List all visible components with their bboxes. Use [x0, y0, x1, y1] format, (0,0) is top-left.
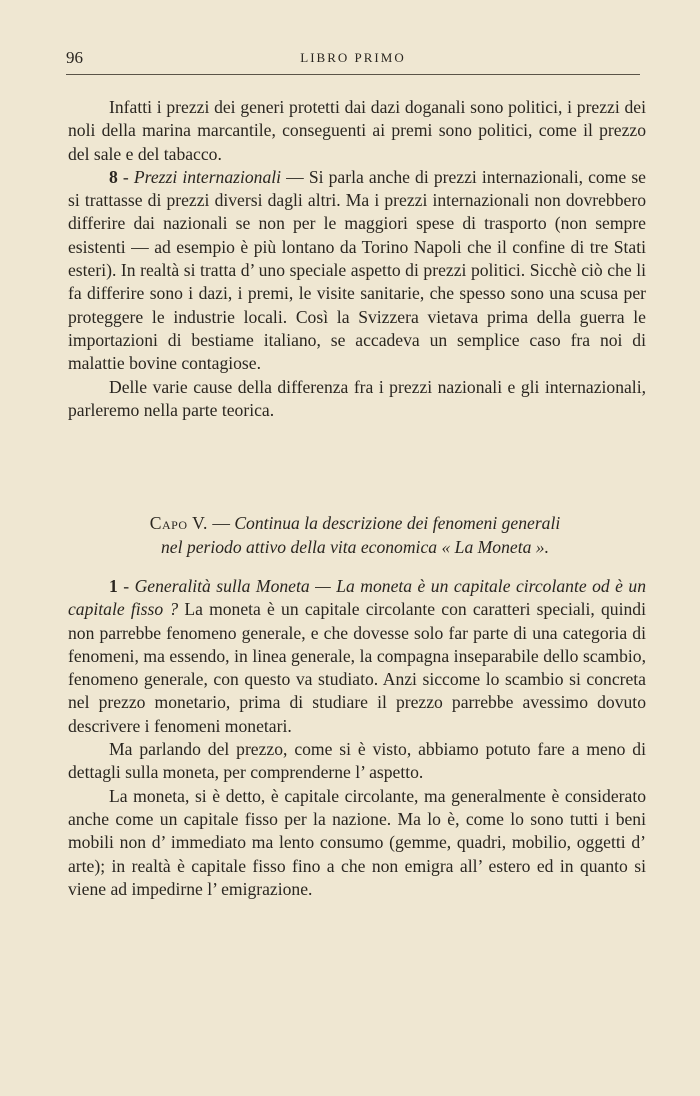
section-dash: -: [117, 576, 135, 596]
header-rule: [66, 74, 640, 75]
paragraph: La moneta, si è detto, è capitale circolante, ma generalmente è considerato anche come un capitale fisso per la nazione. Ma lo è, come lo sono tutti i beni mobili non d’ immediato ma lento consumo (gemme, quadri, mobilio, oggetti d’ arte); in realtà è capitale fisso fino a che non emigra all’ estero ed in quanto si viene ad impedirne l’ emigrazione.: [68, 785, 646, 899]
section-number: 1: [109, 576, 118, 596]
page-header: [66, 48, 640, 72]
chapter-title-line-1: Continua la descrizione dei fenomeni generali: [234, 513, 561, 533]
page-number: 96: [66, 48, 83, 67]
running-head: LIBRO PRIMO: [300, 50, 406, 65]
paragraph: Infatti i prezzi dei generi protetti dai dazi doganali sono politici, i prezzi dei noli della marina marcantile, conseguenti ai premi sono politici, come il prezzo del sale e del tabacco.: [68, 97, 646, 164]
paragraph-text: — Si parla anche di prezzi internazionali, come se si trattasse di prezzi diversi dagli altri. Ma i prezzi internazionali non dovrebbero differire dai nazionali se non per le maggiori spese di trasporto (non sempre esistenti — ad esempio è più lontano da Torino Napoli che il confine di tre Stati esteri). In realtà si tratta d’ uno speciale aspetto di prezzi politici. Sicchè ciò che li fa differire sono i dazi, i premi, le visite sanitarie, che spesso sono una scusa per proteggere le industrie locali. Così la Svizzera vietava prima della guerra le importazioni di bestiame italiano, se accadeva un semplice caso fra noi di malattie bovine contagiose.: [68, 166, 646, 374]
chapter-heading: [60, 511, 650, 559]
section-title: Prezzi internazionali: [133, 166, 282, 187]
section-8-block: [68, 96, 646, 422]
paragraph-text: La moneta è un capitale circolante con caratteri speciali, quindi non parrebbe fenomeno generale, e che dovesse solo far parte di una categoria di fenomeni, ma essendo, in linea generale, la compagna inseparabile dello scambio, fenomeno generale, con questo va studiato. Anzi siccome lo scambio si concreta nel prezzo monetario, prima di studiare il prezzo parrebbe avessimo dovuto descrivere i fenomeni monetari.: [68, 599, 646, 736]
section-title: Generalità sulla Moneta — La moneta è un capitale circolante od è un capitale fisso ?: [68, 576, 647, 620]
paragraph: [68, 166, 646, 376]
chapter-label: Capo V.: [149, 513, 208, 533]
chapter-heading-line-2: [60, 535, 650, 559]
chapter-heading-line-1: [60, 511, 650, 535]
section-number: 8: [109, 166, 118, 187]
section-1-block: [68, 575, 646, 901]
paragraph: Ma parlando del prezzo, come si è visto, abbiamo potuto fare a meno di dettagli sulla moneta, per comprenderne l’ aspetto.: [68, 739, 646, 783]
chapter-dash: —: [207, 513, 235, 533]
paragraph: [68, 575, 646, 738]
section-dash: -: [117, 166, 134, 187]
paragraph: Delle varie cause della differenza fra i prezzi nazionali e gli internazionali, parleremo nella parte teorica.: [68, 376, 646, 420]
chapter-subtitle: « La Moneta ».: [437, 537, 549, 557]
chapter-title-line-2: nel periodo attivo della vita economica: [161, 537, 438, 557]
